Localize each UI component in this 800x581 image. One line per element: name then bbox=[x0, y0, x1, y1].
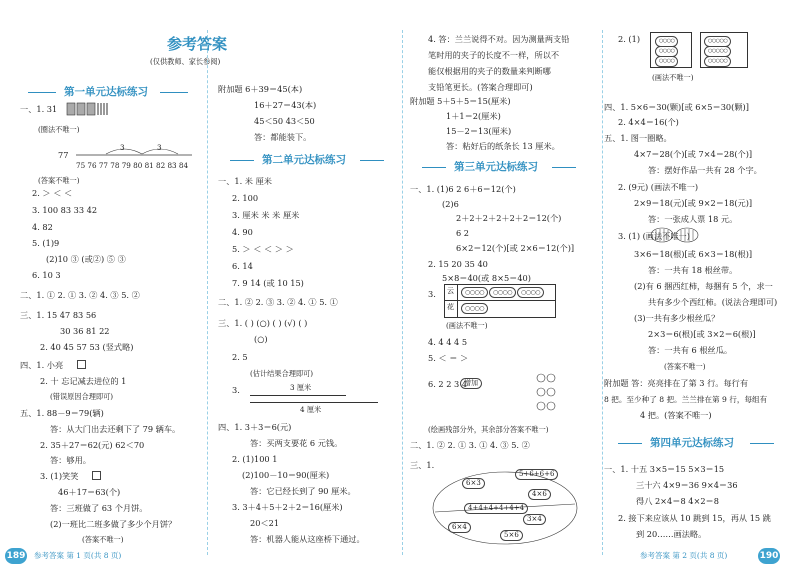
answer-line: (○) bbox=[254, 334, 268, 344]
math-card: 5+6+6+6 bbox=[515, 469, 558, 480]
math-card: 3×4 bbox=[523, 514, 546, 525]
page-number-right: 190 bbox=[758, 548, 780, 564]
dot-group-icon: ○○○○ bbox=[655, 46, 678, 57]
answer-line: 77 bbox=[58, 150, 69, 160]
answer-note: (圈法不唯一) bbox=[38, 125, 80, 134]
answer-line: 三、1. 15 47 83 56 bbox=[20, 310, 97, 320]
math-card: 6×4 bbox=[448, 522, 471, 533]
answer-line: 支铅笔更长。(答案合理即可) bbox=[428, 82, 533, 92]
answer-line: 二、1. ② 2. ① 3. ① 4. ③ 5. ② bbox=[410, 440, 530, 450]
answer-line: 2. 15 20 35 40 bbox=[428, 259, 488, 269]
answer-line: 2×3＝6(根)[或 3×2＝6(根)] bbox=[648, 329, 756, 339]
title-rule-right bbox=[552, 167, 576, 168]
answer-note: (答案不唯一) bbox=[38, 176, 80, 185]
answer-line: 3. bbox=[232, 385, 240, 395]
answer-note: (答案不唯一) bbox=[82, 535, 124, 544]
answer-line: 五、1. 图一圈略。 bbox=[604, 133, 672, 143]
check-box bbox=[92, 471, 101, 480]
answer-line: 二、1. ② 2. ③ 3. ② 4. ① 5. ① bbox=[218, 297, 338, 307]
unit-3-title: 第三单元达标练习 bbox=[454, 161, 538, 173]
answer-line: 2. 十 忘记减去进位的 1 bbox=[40, 376, 127, 386]
answer-line: (3)一共有多少根丝瓜？ bbox=[634, 313, 720, 323]
answer-line: 3. 厘米 米 米 厘米 bbox=[232, 210, 300, 220]
answer-line: 4×7＝28(个)[或 7×4＝28(个)] bbox=[634, 149, 753, 159]
answer-line: 一、1. 十五 3×5＝15 5×3＝15 bbox=[604, 464, 725, 474]
math-card: 4+4+4+4+4+4 bbox=[464, 503, 528, 514]
answer-line: 45＜50 43＜50 bbox=[254, 116, 315, 126]
answer-line: (2)100－10＝90(厘米) bbox=[242, 470, 330, 480]
segment-line bbox=[250, 402, 378, 403]
segment-line bbox=[250, 395, 346, 396]
answer-line: 答：粘好后的纸条长 13 厘米。 bbox=[446, 141, 560, 151]
answer-line: 答：一张成人票 18 元。 bbox=[648, 214, 738, 224]
unit-1-title: 第一单元达标练习 bbox=[64, 86, 148, 98]
title-rule-left bbox=[28, 92, 56, 93]
answer-line: 到 20……画法略。 bbox=[636, 529, 707, 539]
answer-line: (2)6 bbox=[442, 199, 459, 209]
answer-line: 2. 5 bbox=[232, 352, 248, 362]
title-rule-right bbox=[360, 160, 384, 161]
answer-line: 2. 35＋27＝62(元) 62＜70 bbox=[40, 440, 145, 450]
dot-group-icon: ○○○○ bbox=[655, 36, 678, 47]
answer-note: (画法不唯一) bbox=[652, 73, 694, 82]
answer-line: 附加题 5＋5＋5＝15(厘米) bbox=[410, 96, 511, 106]
answer-line: 2. ＞ ＜ ＜ bbox=[32, 188, 73, 198]
dot-group-icon: ○○○○ bbox=[655, 56, 678, 67]
answer-line: 15－2＝13(厘米) bbox=[446, 126, 512, 136]
answer-note: (画法不唯一) bbox=[446, 321, 488, 330]
answer-line: 2. 40 45 57 53 (竖式略) bbox=[40, 342, 134, 352]
answer-line: 四、1. 5×6＝30(颗)[或 6×5＝30(颗)] bbox=[604, 102, 749, 112]
answer-line: 8 把。至少种了 8 把。兰兰排在第 9 行，每组有 bbox=[604, 395, 768, 404]
answer-line: 三、1. ( ) (○) ( ) (√) ( ) bbox=[218, 318, 308, 328]
answer-line: 二、1. ① 2. ① 3. ② 4. ③ 5. ② bbox=[20, 290, 140, 300]
answer-note: (估计结果合理即可) bbox=[250, 369, 314, 378]
dot-group-icon: ○○○○ bbox=[461, 287, 488, 298]
answer-line: 3. (1)笑笑 bbox=[40, 471, 79, 481]
answer-line: 附加题 6＋39＝45(本) bbox=[218, 84, 303, 94]
page-subtitle: (仅供教师、家长参阅) bbox=[150, 57, 221, 66]
title-rule-right bbox=[160, 92, 188, 93]
diagram-divider bbox=[457, 285, 458, 317]
answer-line: 2. 4×4＝16(个) bbox=[618, 117, 679, 127]
answer-line: 6×2＝12(个)[或 2×6＝12(个)] bbox=[456, 243, 575, 253]
number-line bbox=[76, 142, 194, 158]
answer-line: 一、1. 米 厘米 bbox=[218, 176, 272, 186]
answer-line: 30 36 81 22 bbox=[60, 326, 110, 336]
answer-line: 20＜21 bbox=[250, 518, 280, 528]
answer-line: 6. 14 bbox=[232, 261, 253, 271]
dot-group-icon: ○○○○○ bbox=[704, 36, 731, 47]
answer-line: 答：买两支要花 6 元钱。 bbox=[250, 438, 343, 448]
segment-label: 3 厘米 bbox=[290, 383, 312, 392]
increase-scroll-icon: 增加 bbox=[460, 378, 482, 389]
footer-text-left: 参考答案 第 1 页(共 8 页) bbox=[34, 551, 122, 560]
answer-line: 答：够用。 bbox=[50, 455, 91, 465]
answer-line: 3. 3＋4＋5＋2＋2＝16(厘米) bbox=[232, 502, 343, 512]
answer-line: (2)10 ③ (或②) ⑤ ③ bbox=[46, 254, 126, 264]
answer-line: 2. (1) bbox=[618, 34, 641, 44]
row-label: 花 bbox=[447, 303, 454, 311]
answer-line: 4. 4 4 4 5 bbox=[428, 337, 468, 347]
answer-line: 5. ＞ ＜ ＜ ＞ ＞ bbox=[232, 244, 294, 254]
answer-line: 2×9＝18(元)[或 9×2＝18(元)] bbox=[634, 198, 753, 208]
footer-text-right: 参考答案 第 2 页(共 8 页) bbox=[640, 551, 728, 560]
page-title: 参考答案 bbox=[167, 35, 228, 53]
answer-line: 得八 2×4＝8 4×2＝8 bbox=[636, 496, 719, 506]
bundle-sticks-icon bbox=[66, 101, 110, 117]
answer-line: 四、1. 3＋3＝6(元) bbox=[218, 422, 292, 432]
number-line-labels: 75 76 77 78 79 80 81 82 83 84 bbox=[76, 161, 189, 170]
dot-group-icon: ○○○○ bbox=[461, 303, 488, 314]
answer-line: 5. (1)9 bbox=[32, 238, 60, 248]
answer-line: 一、1. (1)6 2 6＋6＝12(个) bbox=[410, 184, 516, 194]
answer-line: 3. 100 83 33 42 bbox=[32, 205, 98, 215]
answer-line: 46＋17＝63(个) bbox=[58, 487, 121, 497]
title-rule-left bbox=[422, 167, 446, 168]
unit-4-title: 第四单元达标练习 bbox=[650, 437, 734, 449]
answer-line: 五、1. 88－9＝79(辆) bbox=[20, 408, 104, 418]
answer-line: 2＋2＋2＋2＋2＋2＝12(个) bbox=[456, 213, 562, 223]
answer-line: 2. 100 bbox=[232, 193, 259, 203]
answer-line: 2. (1)100 1 bbox=[232, 454, 278, 464]
answer-line: 4. 90 bbox=[232, 227, 253, 237]
answer-line: 共有多少个西红柿。(说法合理即可) bbox=[648, 297, 778, 307]
row-label: 云 bbox=[447, 287, 454, 295]
answer-line: 四、1. 小亮 bbox=[20, 360, 64, 370]
answer-line: 答：机器人能从这座桥下通过。 bbox=[250, 534, 365, 544]
answer-line: 答：摆好作品一共有 28 个字。 bbox=[648, 165, 762, 175]
answer-line: 三十六 4×9＝36 9×4＝36 bbox=[636, 480, 738, 490]
math-card: 5×6 bbox=[500, 530, 523, 541]
answer-line: 1＋1＝2(厘米) bbox=[446, 111, 501, 121]
answer-line: (2)一班比二班多做了多少个月饼？ bbox=[50, 519, 177, 529]
answer-line: 答：一共有 18 根丝带。 bbox=[648, 265, 738, 275]
answer-line: 6. 2 2 3 4 bbox=[428, 379, 468, 389]
answer-line: 6. 10 3 bbox=[32, 270, 61, 280]
dot-group-icon: ○○○○ bbox=[489, 287, 516, 298]
answer-line: 笔时用的夹子的长度不一样，所以不 bbox=[428, 50, 560, 60]
math-card: 6×3 bbox=[462, 478, 485, 489]
answer-line: 3. bbox=[428, 289, 436, 299]
title-rule-right bbox=[750, 443, 774, 444]
answer-line: 5. ＜ ＝ ＞ bbox=[428, 353, 469, 363]
answer-line: 答：都能装下。 bbox=[254, 132, 312, 142]
math-card: 4×6 bbox=[528, 489, 551, 500]
array-box-icon bbox=[650, 32, 692, 68]
answer-line: 7. 9 14 (或 10 15) bbox=[232, 278, 304, 288]
ribbon-bundles-icon bbox=[650, 227, 700, 243]
answer-line: 16＋27＝43(本) bbox=[254, 100, 317, 110]
answer-line: 2. 接下来应该从 10 跳到 15，再从 15 跳 bbox=[618, 513, 771, 523]
answer-line: 答：三班做了 63 个月饼。 bbox=[50, 503, 148, 513]
answer-line: 2. (9元) (画法不唯一) bbox=[618, 182, 699, 192]
range-mark: 3 bbox=[120, 143, 125, 152]
answer-line: (2)有 6 捆西红柿，每捆有 5 个，求一 bbox=[634, 281, 773, 291]
title-rule-left bbox=[618, 443, 642, 444]
check-box bbox=[77, 360, 86, 369]
array-box-icon bbox=[700, 32, 748, 68]
answer-line: 3. (1) (画法不唯一) bbox=[618, 231, 690, 241]
range-mark: 3 bbox=[157, 143, 162, 152]
answer-note: (答案不唯一) bbox=[664, 362, 706, 371]
apple-pile-icon bbox=[532, 370, 562, 416]
answer-line: 三、1. bbox=[410, 460, 435, 470]
dot-group-icon: ○○○○○ bbox=[704, 56, 731, 67]
dot-group-icon: ○○○○ bbox=[517, 287, 544, 298]
answer-line: 4. 82 bbox=[32, 222, 53, 232]
cloud-flower-diagram bbox=[444, 284, 556, 318]
answer-note: (错误原因合理即可) bbox=[50, 392, 114, 401]
diagram-divider bbox=[445, 300, 555, 301]
answer-line: 5×8＝40(或 8×5＝40) bbox=[442, 273, 531, 283]
answer-line: 答：一共有 6 根丝瓜。 bbox=[648, 345, 733, 355]
column-divider bbox=[207, 30, 208, 555]
dot-group-icon: ○○○○○ bbox=[704, 46, 731, 57]
column-divider bbox=[602, 30, 603, 555]
answer-line: 附加题 答：亮亮排在了第 3 行。每行有 bbox=[604, 378, 749, 388]
answer-line: 答：从大门出去还剩下了 79 辆车。 bbox=[50, 424, 181, 434]
segment-label: 4 厘米 bbox=[300, 405, 322, 414]
page-number-left: 189 bbox=[5, 548, 27, 564]
unit-2-title: 第二单元达标练习 bbox=[262, 154, 346, 166]
answer-line: 4. 答：兰兰说得不对。因为测量两支铅 bbox=[428, 34, 570, 44]
title-rule-left bbox=[230, 160, 254, 161]
answer-note: (绘画残部分外，其余部分答案不唯一) bbox=[428, 425, 549, 434]
answer-line: 能仅根据用的夹子的数量来判断哪 bbox=[428, 66, 551, 76]
answer-line: 3×6＝18(根)[或 6×3＝18(根)] bbox=[634, 249, 753, 259]
answer-line: 4 把。(答案不唯一) bbox=[640, 410, 712, 420]
answer-line: 一、1. 31 bbox=[20, 104, 58, 114]
answer-line: 6 2 bbox=[456, 228, 470, 238]
column-divider bbox=[402, 30, 403, 555]
answer-line: 答：它已经长到了 90 厘米。 bbox=[250, 486, 356, 496]
